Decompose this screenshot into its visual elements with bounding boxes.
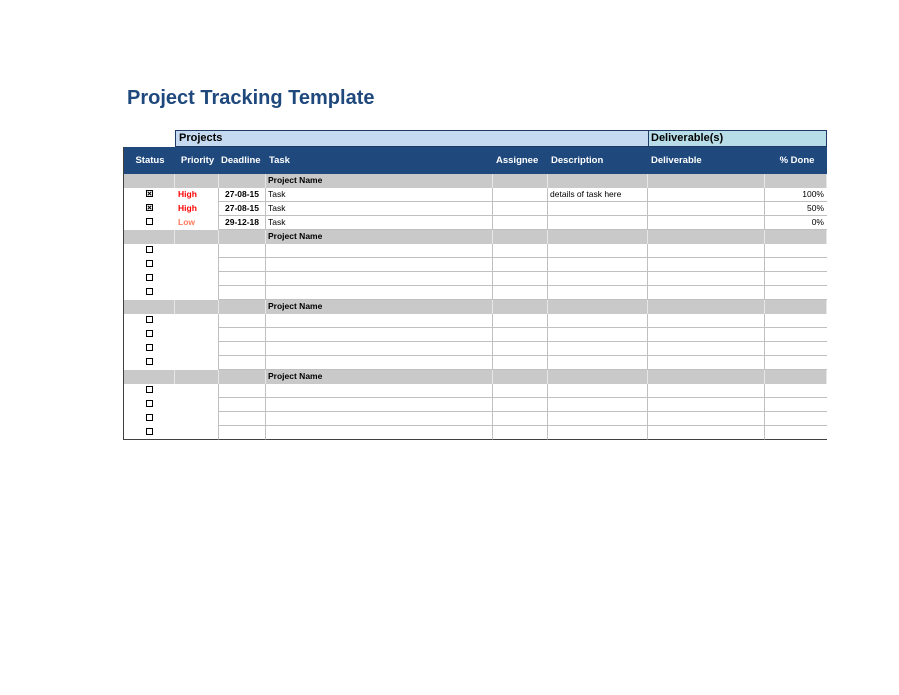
assignee-cell[interactable] bbox=[493, 314, 548, 328]
task-row bbox=[123, 314, 827, 328]
col-percent-done[interactable]: % Done bbox=[779, 155, 815, 166]
percent-done-cell[interactable] bbox=[765, 258, 827, 272]
assignee-cell[interactable] bbox=[493, 342, 548, 356]
description-cell[interactable] bbox=[548, 398, 648, 412]
status-cell bbox=[123, 286, 175, 300]
assignee-cell[interactable] bbox=[493, 328, 548, 342]
deadline-cell[interactable]: 29-12-18 bbox=[219, 216, 266, 230]
description-cell[interactable]: details of task here bbox=[548, 188, 648, 202]
status-cell bbox=[123, 314, 175, 328]
description-cell[interactable] bbox=[548, 216, 648, 230]
description-cell[interactable] bbox=[548, 426, 648, 440]
status-checkbox[interactable] bbox=[146, 330, 153, 337]
status-cell bbox=[123, 328, 175, 342]
status-cell bbox=[123, 398, 175, 412]
assignee-cell[interactable] bbox=[493, 286, 548, 300]
task-cell[interactable] bbox=[266, 342, 493, 356]
status-checkbox[interactable] bbox=[146, 204, 153, 211]
assignee-cell[interactable] bbox=[493, 412, 548, 426]
description-cell[interactable] bbox=[548, 286, 648, 300]
status-cell bbox=[123, 258, 175, 272]
assignee-cell[interactable] bbox=[493, 188, 548, 202]
description-cell[interactable] bbox=[548, 314, 648, 328]
status-checkbox[interactable] bbox=[146, 358, 153, 365]
project-name[interactable]: Project Name bbox=[266, 300, 493, 314]
group-cell bbox=[548, 174, 648, 188]
group-cell bbox=[765, 230, 827, 244]
percent-done-cell[interactable] bbox=[765, 314, 827, 328]
deadline-cell[interactable] bbox=[219, 342, 266, 356]
priority-cell[interactable] bbox=[175, 426, 219, 440]
group-cell bbox=[175, 230, 219, 244]
percent-done-cell[interactable]: 50% bbox=[765, 202, 827, 216]
deadline-cell[interactable] bbox=[219, 328, 266, 342]
task-row bbox=[123, 244, 827, 258]
task-cell[interactable] bbox=[266, 258, 493, 272]
description-cell[interactable] bbox=[548, 356, 648, 370]
group-cell bbox=[765, 370, 827, 384]
task-row bbox=[123, 188, 827, 202]
group-cell bbox=[648, 300, 765, 314]
task-cell[interactable] bbox=[266, 314, 493, 328]
col-description[interactable]: Description bbox=[551, 155, 604, 166]
col-deadline[interactable]: Deadline bbox=[221, 155, 261, 166]
table-left-border bbox=[123, 147, 124, 440]
project-name[interactable]: Project Name bbox=[266, 230, 493, 244]
task-row bbox=[123, 286, 827, 300]
assignee-cell[interactable] bbox=[493, 426, 548, 440]
task-row bbox=[123, 328, 827, 342]
deadline-cell[interactable] bbox=[219, 314, 266, 328]
group-cell bbox=[175, 300, 219, 314]
group-cell bbox=[493, 370, 548, 384]
group-cell bbox=[123, 300, 175, 314]
assignee-cell[interactable] bbox=[493, 398, 548, 412]
project-name[interactable]: Project Name bbox=[266, 370, 493, 384]
group-cell bbox=[219, 174, 266, 188]
deliverable-cell[interactable] bbox=[648, 384, 765, 398]
task-row bbox=[123, 412, 827, 426]
deliverable-cell[interactable] bbox=[648, 412, 765, 426]
task-cell[interactable] bbox=[266, 328, 493, 342]
task-row bbox=[123, 272, 827, 286]
status-cell bbox=[123, 188, 175, 202]
status-checkbox[interactable] bbox=[146, 190, 153, 197]
assignee-cell[interactable] bbox=[493, 216, 548, 230]
priority-cell[interactable] bbox=[175, 412, 219, 426]
priority-cell[interactable]: Low bbox=[175, 216, 219, 230]
status-checkbox[interactable] bbox=[146, 344, 153, 351]
task-cell[interactable] bbox=[266, 244, 493, 258]
group-cell bbox=[765, 174, 827, 188]
status-checkbox[interactable] bbox=[146, 386, 153, 393]
deliverable-cell[interactable] bbox=[648, 272, 765, 286]
status-checkbox[interactable] bbox=[146, 218, 153, 225]
percent-done-cell[interactable] bbox=[765, 272, 827, 286]
description-cell[interactable] bbox=[548, 384, 648, 398]
task-row bbox=[123, 216, 827, 230]
deliverables-section-header: Deliverable(s) bbox=[648, 130, 827, 147]
percent-done-cell[interactable] bbox=[765, 342, 827, 356]
project-group-row bbox=[123, 230, 827, 244]
deadline-cell[interactable] bbox=[219, 272, 266, 286]
group-cell bbox=[648, 174, 765, 188]
task-cell[interactable] bbox=[266, 426, 493, 440]
deliverable-cell[interactable] bbox=[648, 188, 765, 202]
deadline-cell[interactable] bbox=[219, 286, 266, 300]
status-checkbox[interactable] bbox=[146, 288, 153, 295]
task-row bbox=[123, 342, 827, 356]
percent-done-cell[interactable] bbox=[765, 398, 827, 412]
priority-cell[interactable] bbox=[175, 244, 219, 258]
assignee-cell[interactable] bbox=[493, 384, 548, 398]
priority-cell[interactable] bbox=[175, 314, 219, 328]
project-group-row bbox=[123, 174, 827, 188]
section-header-row bbox=[123, 130, 827, 147]
deliverable-cell[interactable] bbox=[648, 342, 765, 356]
group-cell bbox=[175, 370, 219, 384]
priority-cell[interactable] bbox=[175, 356, 219, 370]
deadline-cell[interactable] bbox=[219, 426, 266, 440]
task-row bbox=[123, 384, 827, 398]
group-cell bbox=[219, 370, 266, 384]
group-cell bbox=[123, 370, 175, 384]
priority-cell[interactable] bbox=[175, 342, 219, 356]
task-cell[interactable] bbox=[266, 356, 493, 370]
group-cell bbox=[493, 300, 548, 314]
status-cell bbox=[123, 384, 175, 398]
assignee-cell[interactable] bbox=[493, 258, 548, 272]
deliverable-cell[interactable] bbox=[648, 328, 765, 342]
task-row bbox=[123, 398, 827, 412]
group-cell bbox=[548, 370, 648, 384]
group-cell bbox=[493, 174, 548, 188]
group-cell bbox=[123, 230, 175, 244]
group-cell bbox=[548, 230, 648, 244]
column-header-row bbox=[123, 147, 827, 174]
description-cell[interactable] bbox=[548, 328, 648, 342]
col-status[interactable]: Status bbox=[135, 155, 165, 166]
priority-cell[interactable] bbox=[175, 258, 219, 272]
deliverable-cell[interactable] bbox=[648, 314, 765, 328]
project-group-row bbox=[123, 370, 827, 384]
task-cell[interactable] bbox=[266, 384, 493, 398]
status-cell bbox=[123, 426, 175, 440]
deadline-cell[interactable] bbox=[219, 258, 266, 272]
description-cell[interactable] bbox=[548, 202, 648, 216]
status-cell bbox=[123, 244, 175, 258]
task-row bbox=[123, 356, 827, 370]
deadline-cell[interactable] bbox=[219, 356, 266, 370]
percent-done-cell[interactable]: 0% bbox=[765, 216, 827, 230]
group-cell bbox=[123, 174, 175, 188]
status-cell bbox=[123, 356, 175, 370]
description-cell[interactable] bbox=[548, 342, 648, 356]
task-cell[interactable] bbox=[266, 398, 493, 412]
assignee-cell[interactable] bbox=[493, 202, 548, 216]
deliverable-cell[interactable] bbox=[648, 286, 765, 300]
description-cell[interactable] bbox=[548, 412, 648, 426]
deadline-cell[interactable]: 27-08-15 bbox=[219, 202, 266, 216]
deadline-cell[interactable] bbox=[219, 244, 266, 258]
deliverable-cell[interactable] bbox=[648, 258, 765, 272]
priority-cell[interactable]: High bbox=[175, 188, 219, 202]
priority-cell[interactable] bbox=[175, 272, 219, 286]
deliverable-cell[interactable] bbox=[648, 216, 765, 230]
status-checkbox[interactable] bbox=[146, 414, 153, 421]
status-checkbox[interactable] bbox=[146, 316, 153, 323]
col-assignee[interactable]: Assignee bbox=[496, 155, 539, 166]
status-cell bbox=[123, 202, 175, 216]
description-cell[interactable] bbox=[548, 244, 648, 258]
assignee-cell[interactable] bbox=[493, 244, 548, 258]
group-cell bbox=[648, 370, 765, 384]
description-cell[interactable] bbox=[548, 272, 648, 286]
group-cell bbox=[765, 300, 827, 314]
priority-cell[interactable] bbox=[175, 286, 219, 300]
status-cell bbox=[123, 342, 175, 356]
status-cell bbox=[123, 412, 175, 426]
percent-done-cell[interactable] bbox=[765, 328, 827, 342]
tracking-table bbox=[123, 130, 827, 440]
status-checkbox[interactable] bbox=[146, 428, 153, 435]
priority-cell[interactable]: High bbox=[175, 202, 219, 216]
status-cell bbox=[123, 216, 175, 230]
task-cell[interactable] bbox=[266, 272, 493, 286]
priority-cell[interactable] bbox=[175, 328, 219, 342]
col-deliverable[interactable]: Deliverable bbox=[651, 155, 702, 166]
status-cell bbox=[123, 272, 175, 286]
assignee-cell[interactable] bbox=[493, 272, 548, 286]
percent-done-cell[interactable] bbox=[765, 244, 827, 258]
task-row bbox=[123, 258, 827, 272]
deliverable-cell[interactable] bbox=[648, 244, 765, 258]
priority-cell[interactable] bbox=[175, 398, 219, 412]
task-cell[interactable]: Task bbox=[266, 202, 493, 216]
group-cell bbox=[219, 230, 266, 244]
assignee-cell[interactable] bbox=[493, 356, 548, 370]
deadline-cell[interactable] bbox=[219, 412, 266, 426]
status-checkbox[interactable] bbox=[146, 260, 153, 267]
percent-done-cell[interactable] bbox=[765, 356, 827, 370]
task-cell[interactable]: Task bbox=[266, 188, 493, 202]
status-checkbox[interactable] bbox=[146, 400, 153, 407]
deadline-cell[interactable] bbox=[219, 398, 266, 412]
description-cell[interactable] bbox=[548, 258, 648, 272]
deadline-cell[interactable] bbox=[219, 384, 266, 398]
col-task[interactable]: Task bbox=[269, 155, 290, 166]
group-cell bbox=[493, 230, 548, 244]
group-cell bbox=[219, 300, 266, 314]
status-checkbox[interactable] bbox=[146, 274, 153, 281]
percent-done-cell[interactable] bbox=[765, 412, 827, 426]
percent-done-cell[interactable] bbox=[765, 286, 827, 300]
percent-done-cell[interactable] bbox=[765, 426, 827, 440]
percent-done-cell[interactable]: 100% bbox=[765, 188, 827, 202]
status-checkbox[interactable] bbox=[146, 246, 153, 253]
task-row bbox=[123, 426, 827, 440]
deliverable-cell[interactable] bbox=[648, 202, 765, 216]
project-name[interactable]: Project Name bbox=[266, 174, 493, 188]
task-cell[interactable] bbox=[266, 286, 493, 300]
deadline-cell[interactable]: 27-08-15 bbox=[219, 188, 266, 202]
col-priority[interactable]: Priority bbox=[180, 155, 215, 166]
deliverable-cell[interactable] bbox=[648, 356, 765, 370]
group-cell bbox=[175, 174, 219, 188]
page-title: Project Tracking Template bbox=[127, 87, 375, 109]
percent-done-cell[interactable] bbox=[765, 384, 827, 398]
deliverable-cell[interactable] bbox=[648, 398, 765, 412]
task-cell[interactable] bbox=[266, 412, 493, 426]
group-cell bbox=[648, 230, 765, 244]
task-row bbox=[123, 202, 827, 216]
task-cell[interactable]: Task bbox=[266, 216, 493, 230]
priority-cell[interactable] bbox=[175, 384, 219, 398]
deliverable-cell[interactable] bbox=[648, 426, 765, 440]
projects-section-header: Projects bbox=[175, 130, 648, 147]
project-group-row bbox=[123, 300, 827, 314]
group-cell bbox=[548, 300, 648, 314]
